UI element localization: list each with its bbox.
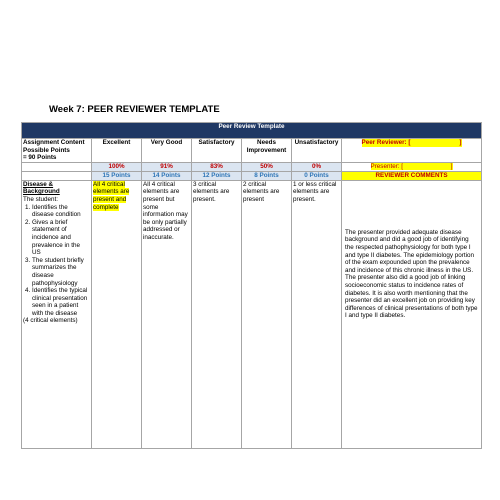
unsatisfactory-header: Unsatisfactory: [292, 139, 342, 163]
percent-very-good: 91%: [142, 162, 192, 171]
criterion-note: (4 critical elements): [23, 317, 78, 325]
header-row: [22, 139, 482, 163]
percent-row: [22, 162, 482, 171]
points-excellent: 15 Points: [92, 171, 142, 180]
presenter-close: ]: [450, 162, 453, 170]
percent-excellent: 100%: [92, 162, 142, 171]
reviewer-comments-header: REVIEWER COMMENTS: [342, 171, 482, 180]
points-very-good: 14 Points: [142, 171, 192, 180]
reviewer-comment-text[interactable]: The presenter provided adequate disease background and did a good job of identifying the respected pathophysiology for both type I and type II diabetes. The epidemiology portion of the exam expounded upon the prevalence and incidence of this chronic illness in the US. The presenter also did a good job of linking socioeconomic status to incidence rates of diabetes. It is also worth mentioning that the presenter did an excellent job on providing key differences of clinical presentations of both type I and type II diabetes.: [342, 180, 482, 448]
criterion-intro: The student:: [23, 195, 59, 203]
assignment-content-header: [22, 139, 92, 163]
excellent-description: All 4 critical elements are present and complete: [93, 180, 130, 211]
table-banner-row: [22, 123, 482, 139]
unsatisfactory-description: 1 or less critical elements are present.: [292, 180, 342, 448]
excellent-header: Excellent: [92, 139, 142, 163]
list-item: 4. Identifies the typical clinical presentation seen in a patient with the disease: [32, 287, 90, 317]
header-line-3: = 90 Points: [23, 154, 57, 162]
criterion-cell: [22, 180, 92, 448]
very-good-header: Very Good: [142, 139, 192, 163]
list-item: 3. The student briefly summarizes the disease pathophysiology: [32, 257, 90, 287]
excellent-cell: [92, 180, 142, 448]
points-unsatisfactory: 0 Points: [292, 171, 342, 180]
criterion-list: [23, 204, 90, 318]
satisfactory-header: Satisfactory: [192, 139, 242, 163]
very-good-description: All 4 critical elements are present but some information may be only partially addressed or inaccurate.: [142, 180, 192, 448]
percent-satisfactory: 83%: [192, 162, 242, 171]
satisfactory-description: 3 critical elements are present.: [192, 180, 242, 448]
points-satisfactory: 12 Points: [192, 171, 242, 180]
list-item: 1. Identifies the disease condition: [32, 204, 90, 219]
header-line-2: Possible Points: [23, 146, 70, 154]
points-row-spacer: [22, 171, 92, 180]
presenter-field[interactable]: [342, 162, 482, 171]
list-item: 2. Gives a brief statement of incidence and prevalence in the US: [32, 219, 90, 257]
peer-reviewer-field[interactable]: [342, 139, 482, 163]
table-row: [22, 180, 482, 448]
percent-needs-improvement: 50%: [242, 162, 292, 171]
points-needs-improvement: 8 Points: [242, 171, 292, 180]
peer-reviewer-label: Peer Reviewer: [: [361, 139, 411, 146]
document-title: Week 7: PEER REVIEWER TEMPLATE: [49, 104, 220, 115]
peer-review-table: [21, 122, 482, 449]
needs-improvement-description: 2 critical elements are present: [242, 180, 292, 448]
header-line-1: Assignment Content: [23, 139, 85, 146]
presenter-label: Presenter: [: [370, 162, 404, 170]
peer-reviewer-close: ]: [459, 139, 462, 146]
criterion-title: Disease & Background: [23, 180, 60, 196]
table-banner-title: Peer Review Template: [22, 123, 482, 139]
needs-improvement-header: Needs Improvement: [242, 139, 292, 163]
percent-unsatisfactory: 0%: [292, 162, 342, 171]
percent-row-spacer: [22, 162, 92, 171]
points-row: [22, 171, 482, 180]
